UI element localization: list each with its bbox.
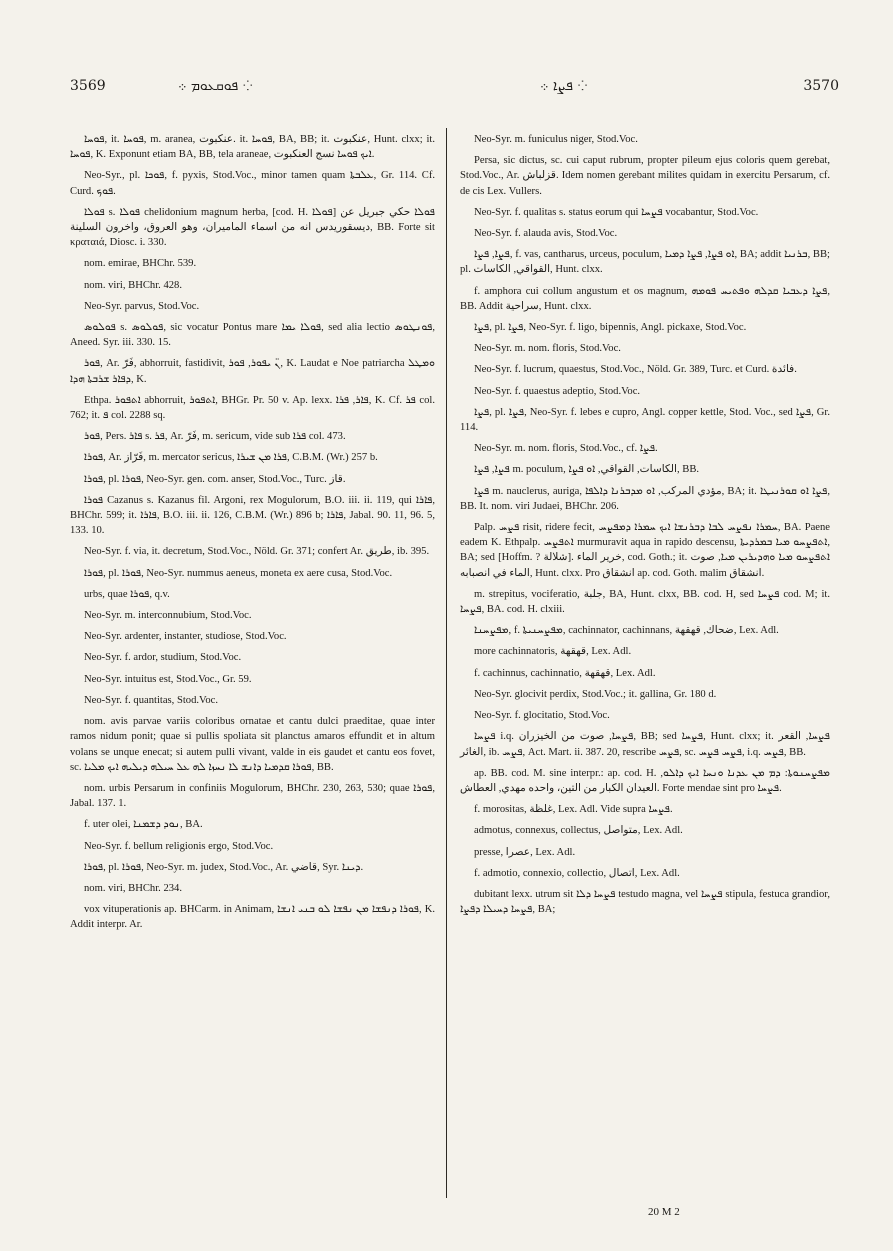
running-title-left: ⁘ ܦܘܩܥܘܡ ܀ xyxy=(178,78,253,94)
entry-text: ܦܘܪܐ, pl. ܦܘܪܐ, Neo-Syr. m. judex, Stod.Voc., Ar. قاضي, Syr. ܕܝܢܐ. xyxy=(84,861,364,873)
entry-text: Neo-Syr. f. via, it. decretum, Stod.Voc., Nöld. Gr. 371; confert Ar. طريق, ib. 395. xyxy=(84,546,430,558)
dictionary-entry xyxy=(460,845,830,860)
dictionary-entry xyxy=(70,356,435,386)
dictionary-entry xyxy=(70,817,435,832)
dictionary-entry xyxy=(460,247,830,277)
dictionary-entry xyxy=(460,462,830,477)
entry-text: Neo-Syr. parvus, Stod.Voc. xyxy=(84,300,200,312)
dictionary-entry xyxy=(460,405,830,435)
dictionary-entry xyxy=(70,629,435,644)
dictionary-entry xyxy=(460,644,830,659)
entry-text: f. cachinnus, cachinnatio, قهقهة, Lex. Adl. xyxy=(474,667,656,679)
dictionary-entry xyxy=(70,544,435,559)
entry-text: vox vituperationis ap. BHCarm. in Animam, ܦܘܪܐ ܕܢܦܫܐ ܡܢ ܢܦܫܐ ܠܘ ܒܢܝ ܐܢܫܐ, K. Addit interpr. Ar. xyxy=(70,904,435,931)
dictionary-entry xyxy=(460,132,830,147)
dictionary-entry xyxy=(460,687,830,702)
entry-text: ܦܘܪ, Pers. ܦܐܪ s. ܦܪ, Ar. فَرّ, m. sericum, vide sub ܦܪܐ col. 473. xyxy=(84,431,346,443)
entry-text: nom. viri, BHChr. 234. xyxy=(84,882,182,894)
entry-text: ܦܨܐ, ܦܨܐ m. poculum, الكاسات, القواقي, ܐܘ ܦܨܐ, BB. xyxy=(474,464,700,476)
entry-text: Neo-Syr. f. lucrum, quaestus, Stod.Voc., Nöld. Gr. 389, Turc. et Curd. فائدة. xyxy=(474,364,797,376)
running-header xyxy=(0,78,893,102)
entry-text: Neo-Syr. f. quaestus adeptio, Stod.Voc. xyxy=(474,385,641,397)
dictionary-entry xyxy=(460,153,830,199)
dictionary-entry xyxy=(460,205,830,220)
dictionary-entry xyxy=(70,781,435,811)
page-number-left: 3569 xyxy=(70,78,106,94)
entry-text: nom. avis parvae variis coloribus ornatae et cantu dulci praeditae, quae inter ramos nidum ponit; quae si pullis spoliata sit planctus amaros effundit et in altum volans se unque enecat; si autem pulli vivant, valde in eis gaudet et cantu eos fovet, sc. ܦܘܪܐ ܩܕܡܝܐ ܕܐܢܫ ܠܐ ܢܚܙܐ ܠܗ ܥܠ ܚܝܠܗ ܕܝܠܝܗ ܐܝܟ ܡܠܝܐ, BB. xyxy=(70,716,435,773)
signature-mark: 20 M 2 xyxy=(648,1206,680,1218)
entry-text: ܦܘܚܐ, it. ܦܘܚܐ, m. aranea, عنكبوت. it. ܦܘܚܐ, BA, BB; it. عنكبوت, Hunt. clxx; it. ܦܘܚܐ, K. Exponunt etiam BA, BB, tela araneae, ܐܝܟ ܦܘܚܐ نسج العنكبوت. xyxy=(70,134,435,161)
entry-text: Ethpa. ܐܬܦܘܪ abhorruit, ܐܬܦܘܪ, BHGr. Pr. 50 v. Ap. lexx. ܦܐܪ, ܦܪܐ, K. Cf. ܦܪ col. 762; it. ܦ col. 2288 sq. xyxy=(70,394,436,422)
dictionary-entry xyxy=(460,708,830,723)
entry-text: dubitant lexx. utrum sit ܦܨܚܐ ܕܠܐ testudo magna, vel ܦܨܚܐ stipula, festuca grandior, ܦܨܚܐ ܕܚܝܠܐ ܕܦܨܐ, BA; xyxy=(460,888,830,916)
dictionary-entry xyxy=(460,320,830,335)
entry-text: nom. urbis Persarum in confiniis Mogulorum, BHChr. 230, 263, 530; quae ܦܘܪܐ, Jabal. 137. 1. xyxy=(70,782,435,810)
entry-text: admotus, connexus, collectus, متواصل, Lex. Adl. xyxy=(474,825,683,837)
dictionary-entry xyxy=(70,256,435,271)
dictionary-entry xyxy=(460,341,830,356)
entry-text: Neo-Syr., pl. ܦܘܟܐ, f. pyxis, Stod.Voc., minor tamen quam ܥܠܒܬܐ, Gr. 114. Cf. Curd. ܦܘܟ. xyxy=(70,170,435,197)
dictionary-entry xyxy=(70,429,435,444)
dictionary-entry xyxy=(460,226,830,241)
dictionary-entry xyxy=(460,484,830,514)
entry-text: Neo-Syr. intuitus est, Stod.Voc., Gr. 59. xyxy=(84,673,252,685)
dictionary-entry xyxy=(460,887,830,917)
entry-text: Neo-Syr. glocivit perdix, Stod.Voc.; it. gallina, Gr. 180 d. xyxy=(474,688,717,700)
entry-text: ap. BB. cod. M. sine interpr.: ap. cod. H. ܡܦܨܚܢܘܬܐ: ܕܡ ܡܢ ܥܕܢܐ ܘܢܚܐ ܐܝܟ ܕܐܠܘ, العيدان الكبار من التين، واحده مهدي, العطاش. Forte mendae sint pro ܦܨܚܐ. xyxy=(460,767,830,794)
entry-text: f. admotio, connexio, collectio, اتصال, Lex. Adl. xyxy=(474,867,680,879)
entry-text: ܦܨܚܐ i.q. ܦܨܚܐ, صوت من الخيزران, BB; sed ܦܨܚܐ, Hunt. clxx; it. ܦܨܚܐ, القعر الغائر, ib. ܦܨܚ, Act. Mart. ii. 387. 20, rescribe ܦܨܚ, sc. ܦܨܚ ܦܨܚ, i.q. ܦܨܚ, BB. xyxy=(460,731,830,758)
dictionary-entry xyxy=(70,587,435,602)
entry-text: Palp. ܦܨܚ risit, ridere fecit, ܚܡܪܐ ܢܦܨܚ ܠܒܐ ܕܒܪܢܫܐ ܐܝܟ ܚܡܪܐ ܕܡܦܨܚ, BA. Paene eadem K. Ethpalp. ܐܬܦܨܚ murmuravit aqua in rapido descensu, ܐܬܦܨܚܘ ܡܝܐ ܒܡܪܕܝܬܐ, BA; sed [Hoffm. ? شلالة]. خرير الماء, cod. Goth.; it. ܐܬܦܨܚܘ ܡܝܐ ܘܗܕܝܪܝܢ ܡܝܐ, صوت الماء في انصبابه, Hunt. clxx. Pro انشقاق ap. cod. Goth. malim انشقاق. xyxy=(460,522,831,579)
entry-text: ܦܘܪ, Ar. فَرّ, abhorruit, fastidivit, ܢ̈ ܝܦܘܪ, ܦܘܪ, K. Laudat e Noe patriarcha ܘܡܛܠ ܕܦܐܪ ܫܪܒܬܐ ܗܕܐ, K. xyxy=(70,358,435,385)
page-number-right: 3570 xyxy=(803,78,839,94)
column-divider xyxy=(446,128,447,1198)
entry-text: Neo-Syr. m. nom. floris, Stod.Voc. xyxy=(474,343,621,355)
running-title-right: ⁘ ܦܨܐ ܀ xyxy=(540,78,588,94)
entry-text: nom. emirae, BHChr. 539. xyxy=(84,258,197,270)
dictionary-entry xyxy=(70,714,435,775)
entry-text: Neo-Syr. m. nom. floris, Stod.Voc., cf. ܦܨܐ. xyxy=(474,443,658,455)
entry-text: ܦܘܪܐ Cazanus s. Kazanus fil. Argoni, rex Mogulorum, B.O. iii. ii. 119, qui ܦܐܪܐ, BHChr. 599; it. ܦܐܪܐ, B.O. iii. ii. 126, C.B.M. (Wr.) 896 b; ܦܐܪܐ, Jabal. 90. 11, 96. 5, 133. 10. xyxy=(70,494,435,537)
entry-text: Neo-Syr. m. funiculus niger, Stod.Voc. xyxy=(474,134,638,145)
entry-text: Neo-Syr. m. interconnubium, Stod.Voc. xyxy=(84,610,252,622)
entry-text: Neo-Syr. f. quantitas, Stod.Voc. xyxy=(84,694,218,706)
dictionary-entry xyxy=(460,802,830,817)
dictionary-entry xyxy=(460,766,830,796)
entry-text: ܦܘܪܐ, pl. ܦܘܪܐ, Neo-Syr. gen. com. anser, Stod.Voc., Turc. قاز. xyxy=(84,473,346,485)
right-column xyxy=(460,132,830,923)
entry-text: Neo-Syr. f. ardor, studium, Stod.Voc. xyxy=(84,652,242,664)
dictionary-entry xyxy=(70,472,435,487)
dictionary-entry xyxy=(460,729,830,759)
dictionary-entry xyxy=(70,608,435,623)
entry-text: ܦܨܐ m. nauclerus, auriga, مؤدي المركب, ܐܘ ܡܕܒܪܢܐ ܕܐܠܦܐ, BA; it. ܦܨܐ ܐܘ ܩܘܪܢܝܛܐ, BB. It. nom. viri Judaei, BHChr. 206. xyxy=(460,485,831,512)
dictionary-entry xyxy=(70,672,435,687)
dictionary-entry xyxy=(70,205,435,251)
dictionary-entry xyxy=(460,587,830,617)
dictionary-entry xyxy=(70,132,435,162)
dictionary-entry xyxy=(70,393,435,423)
dictionary-entry xyxy=(70,693,435,708)
dictionary-entry xyxy=(70,493,435,539)
entry-text: Neo-Syr. f. qualitas s. status eorum qui ܦܨܚܐ vocabantur, Stod.Voc. xyxy=(474,206,759,218)
dictionary-entry xyxy=(70,299,435,314)
entry-text: Neo-Syr. f. glocitatio, Stod.Voc. xyxy=(474,710,610,722)
dictionary-entry xyxy=(70,450,435,465)
entry-text: ܦܘܪܐ, pl. ܦܘܪܐ, Neo-Syr. nummus aeneus, moneta ex aere cusa, Stod.Voc. xyxy=(84,567,393,579)
dictionary-entry xyxy=(70,278,435,293)
dictionary-entry xyxy=(460,362,830,377)
entry-text: ܡܦܨܚܢܐ, f. ܡܦܨܚܢܝܬܐ, cachinnator, cachinnans, ضحاك, قهقهة, Lex. Adl. xyxy=(474,625,779,637)
entry-text: urbs, quae ܦܘܪܐ, q.v. xyxy=(84,588,170,600)
entry-text: Neo-Syr. f. alauda avis, Stod.Voc. xyxy=(474,228,618,240)
dictionary-entry xyxy=(460,520,830,581)
dictionary-entry xyxy=(70,839,435,854)
entry-text: ܦܨܐ, ܦܨܐ, f. vas, cantharus, urceus, poculum, ܐܘ ܦܨܐ, ܦܨܐ ܕܡܝܐ, BA; addit ܒܪܢܝܐ, BB; pl. القواقي, الكاسات, Hunt. clxx. xyxy=(460,249,831,276)
entry-text: Neo-Syr. f. bellum religionis ergo, Stod.Voc. xyxy=(84,840,274,852)
dictionary-entry xyxy=(70,650,435,665)
dictionary-entry xyxy=(460,823,830,838)
entry-text: m. strepitus, vociferatio, جلبة, BA, Hunt. clxx, BB. cod. H, sed ܦܨܚܐ cod. M; it. ܦܨܚܐ, BA. cod. H. clxiii. xyxy=(460,588,830,616)
entry-text: presse, عصرا, Lex. Adl. xyxy=(474,846,576,858)
entry-text: Persa, sic dictus, sc. cui caput rubrum, propter pileum ejus coloris quem gerebat, Stod.Voc., Ar. قزلباش. Idem nomen gerebant milites quidam in exercitu Persarum, cf. de cis Lex. Vullers. xyxy=(460,155,830,197)
entry-text: ܦܘܠܘܣ s. ܦܘܠܘܣ, sic vocatur Pontus mare ܦܘܠܐ ܝܡܐ, sed alia lectio ܦܘܢܛܘܣ, Aneed. Syr. iii. 330. 15. xyxy=(70,322,435,349)
left-column xyxy=(70,132,435,939)
dictionary-entry xyxy=(460,866,830,881)
entry-text: f. morositas, غلظة, Lex. Adl. Vide supra ܦܨܚܐ. xyxy=(474,804,673,816)
entry-text: nom. viri, BHChr. 428. xyxy=(84,279,182,291)
dictionary-entry xyxy=(460,666,830,681)
dictionary-entry xyxy=(70,320,435,350)
dictionary-entry xyxy=(70,881,435,896)
dictionary-entry xyxy=(460,384,830,399)
entry-text: more cachinnatoris, قهقهة, Lex. Adl. xyxy=(474,646,632,658)
entry-text: ܦܨܐ, pl. ܦܨܐ, Neo-Syr. f. lebes e cupro, Angl. copper kettle, Stod. Voc., sed ܦܨܐ, Gr. 114. xyxy=(460,406,830,434)
dictionary-entry xyxy=(70,902,435,932)
entry-text: f. uter olei, ܢܘܕ ܕܫܡܢܐ, BA. xyxy=(84,819,203,831)
dictionary-entry xyxy=(460,284,830,314)
dictionary-entry xyxy=(70,860,435,875)
entry-text: ܦܘܪܐ, Ar. فَرّاز, m. mercator sericus, ܦܪܐ ܡܢ ܫܝܪܐ, C.B.M. (Wr.) 257 b. xyxy=(84,452,378,464)
dictionary-entry xyxy=(460,441,830,456)
dictionary-entry xyxy=(460,623,830,638)
entry-text: Neo-Syr. ardenter, instanter, studiose, Stod.Voc. xyxy=(84,631,287,643)
entry-text: f. amphora cui collum angustum et os magnum, ܦܨܐ ܕܥܒܝܐ ܩܕܠܗ ܘܦܬܝܚ ܦܘܡܗ, BB. Addit سراحية, Hunt. clxx. xyxy=(460,285,830,312)
dictionary-entry xyxy=(70,168,435,198)
dictionary-entry xyxy=(70,566,435,581)
entry-text: ܦܨܐ, pl. ܦܨܐ, Neo-Syr. f. ligo, bipennis, Angl. pickaxe, Stod.Voc. xyxy=(474,322,747,334)
entry-text: ܦܘܠܐ s. ܦܘܠܐ chelidonium magnum herba, [cod. H. ܦܘܠܐ] ܦܘܠܐ حكي جبريل عن ديسقوريدس انه من اسماء الماميران، وهو العروق، واخرون السلينة, BB. Forte sit κραταιά, Diosc. i. 330. xyxy=(70,206,435,249)
